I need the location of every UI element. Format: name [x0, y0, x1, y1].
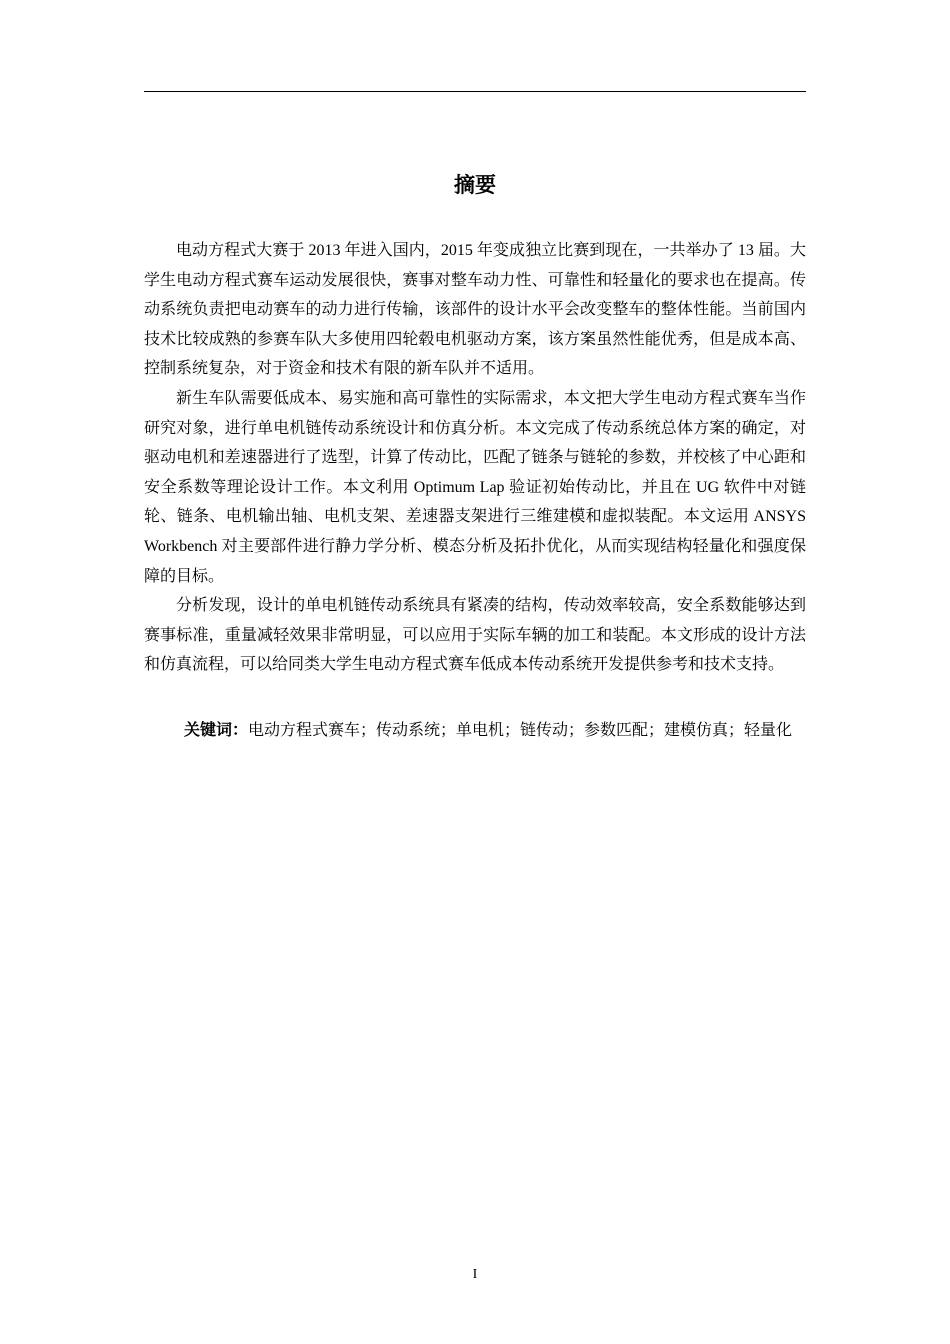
page-number: I — [472, 1267, 478, 1282]
abstract-paragraph-1: 电动方程式大赛于 2013 年进入国内，2015 年变成独立比赛到现在，一共举办了 13 届。大学生电动方程式赛车运动发展很快，赛事对整车动力性、可靠性和轻量化的要求也在提高。传动系统负责把电动赛车的动力进行传输，该部件的设计水平会改变整车的整体性能。当前国内技术比较成熟的参赛车队大多使用四轮毂电机驱动方案，该方案虽然性能优秀，但是成本高、控制系统复杂，对于资金和技术有限的新车队并不适用。 — [144, 242, 806, 378]
keywords-line — [144, 715, 806, 746]
abstract-paragraph-2: 新生车队需要低成本、易实施和高可靠性的实际需求，本文把大学生电动方程式赛车当作研究对象，进行单电机链传动系统设计和仿真分析。本文完成了传动系统总体方案的确定，对驱动电机和差速器进行了选型，计算了传动比，匹配了链条与链轮的参数，并校核了中心距和安全系数等理论设计工作。本文利用 Optimum Lap 验证初始传动比，并且在 UG 软件中对链轮、链条、电机输出轴、电机支架、差速器支架进行三维建模和虚拟装配。本文运用 ANSYS Workbench 对主要部件进行静力学分析、模态分析及拓扑优化，从而实现结构轻量化和强度保障的目标。 — [144, 389, 806, 585]
abstract-body — [144, 236, 806, 746]
abstract-paragraph-3: 分析发现，设计的单电机链传动系统具有紧凑的结构，传动效率较高，安全系数能够达到赛事标准，重量减轻效果非常明显，可以应用于实际车辆的加工和装配。本文形成的设计方法和仿真流程，可以给同类大学生电动方程式赛车低成本传动系统开发提供参考和技术支持。 — [144, 597, 806, 674]
abstract-title: 摘要 — [454, 173, 496, 197]
header-rule — [144, 91, 806, 92]
keywords-label: 关键词： — [184, 719, 249, 739]
keywords-text: 电动方程式赛车；传动系统；单电机；链传动；参数匹配；建模仿真；轻量化 — [248, 721, 793, 739]
